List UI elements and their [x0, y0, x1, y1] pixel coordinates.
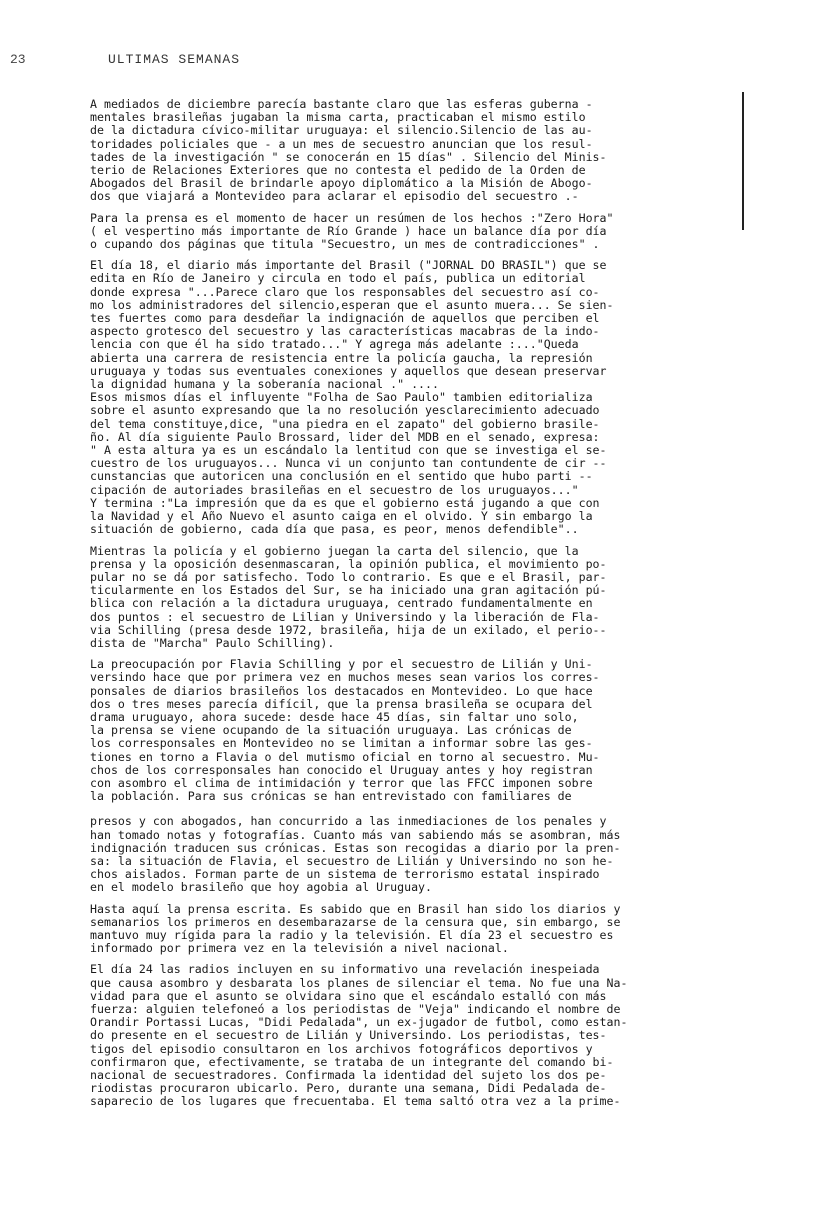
paragraph-jornal-do-brasil: El día 18, el diario más importante del Brasil ("JORNAL DO BRASIL") que se edita en Río de Janeiro y circula en todo el país, publica un editorial donde expresa "...Parece claro que los responsables del secuestro así co- mo los administradores del silencio,esperan que el asunto muera... Se sien- tes fuertes como para desdeñar la indignación de aquellos que perciben el aspecto grotesco del secuestro y las características macabras de la indo- lencia con que él ha sido tratado..." Y agrega más adelante :..."Queda abierta una carrera de resistencia entre la policía gaucha, la represión uruguaya y todas sus eventuales conexiones y aquellos que desean preservar la dignidad humana y la soberanía nacional ." .... Esos mismos días el influyente "Folha de Sao Paulo" tambien editorializa sobre el asunto expresando que la no resolución yesclarecimiento adecuado del tema constituye,dice, "una piedra en el zapato" del gobierno brasile- ño. Al día siguiente Paulo Brossard, lider del MDB en el senado, expresa: " A esta altura ya es un escándalo la lentitud con que se investiga el se- cuestro de los uruguayos... Nunca vi un conjunto tan contundente de cir -- cunstancias que autoricen una conclusión en el sentido que hubo parti -- cipación de autoriades brasileñas en el secuestro de los uruguayos..." Y termina :"La impresión que da es que el gobierno está jugando a que con la Navidad y el Año Nuevo el asunto caiga en el olvido. Y sin embargo la situación de gobierno, cada día que pasa, es peor, menos defendible".. [90, 258, 614, 537]
document-body [90, 98, 740, 1117]
margin-rule [742, 92, 744, 230]
paragraph-prensa-escrita: Hasta aquí la prensa escrita. Es sabido que en Brasil han sido los diarios y semanarios los primeros en desembarazarse de la censura que, sin embargo, se mantuvo muy rígida para la radio y la televisión. El día 23 el secuestro es informado por primera vez en la televisión a nivel nacional. [90, 901, 621, 956]
page-number: 23 [10, 52, 26, 67]
running-head: ULTIMAS SEMANAS [108, 52, 241, 67]
paragraph-presos-abogados: presos y con abogados, han concurrido a las inmediaciones de los penales y han tomado notas y fotografías. Cuanto más van sabiendo más se asombran, más indignación traducen sus crónicas. Estas son recogidas a diario por la pren- sa: la situación de Flavia, el secuestro de Lilián y Universindo no son he- chos aislados. Forman parte de un sistema de terrorismo estatal inspirado en el modelo brasileño que hoy agobia al Uruguay. [90, 814, 621, 895]
paragraph-zero-hora: Para la prensa es el momento de hacer un resúmen de los hechos :"Zero Hora" ( el vespertino más importante de Río Grande ) hace un balance día por día o cupando dos páginas que titula "Secuestro, un mes de contradicciones" . [90, 210, 614, 252]
paragraph-didi-pedalada: El día 24 las radios incluyen en su informativo una revelación inespeiada que causa asombro y desbarata los planes de silenciar el tema. No fue una Na- vidad para que el asunto se olvidara sino que el escándalo estalló con más fuerza: alguien telefoneó a los periodistas de "Veja" indicando el nombre de Orandir Portassi Lucas, "Didi Pedalada", un ex-jugador de futbol, como estan- do presente en el secuestro de Lilián y Universindo. Los periodistas, tes- tigos del episodio consultaron en los archivos fotográficos deportivos y confirmaron que, efectivamente, se trataba de un integrante del comando bi- nacional de secuestradores. Confirmada la identidad del sujeto los dos pe- riodistas procuraron ubicarlo. Pero, durante una semana, Didi Pedalada de- saparecio de los lugares que frecuentaba. El tema saltó otra vez a la prime- [90, 962, 628, 1109]
paragraph-flavia-schilling: La preocupación por Flavia Schilling y por el secuestro de Lilián y Uni- versindo hace que por primera vez en muchos meses sean varios los corres- ponsales de diarios brasileños los destacados en Montevideo. Lo que hace dos o tres meses parecía difícil, que la prensa brasileña se ocupara del drama uruguayo, ahora sucede: desde hace 45 días, sin faltar uno solo, la prensa se viene ocupando de la situación uruguaya. Las crónicas de los corresponsales en Montevideo no se limitan a informar sobre las ges- tiones en torno a Flavia o del mutismo oficial en torno al secuestro. Mu- chos de los corresponsales han conocido el Uruguay antes y hoy registran con asombro el clima de intimidación y terror que las FFCC imponen sobre la población. Para sus crónicas se han entrevistado con familiares de [90, 657, 600, 804]
paragraph-silence: A mediados de diciembre parecía bastante claro que las esferas guberna - mentales brasileñas jugaban la misma carta, practicaban el mismo estilo de la dictadura cívico-militar uruguaya: el silencio.Silencio de las au- toridades policiales que - a un mes de secuestro anuncian que los resul- tades de la investigación " se conocerán en 15 días" . Silencio del Minis- terio de Relaciones Exteriores que no contesta el pedido de la Orden de Abogados del Brasil de brindarle apoyo diplomático a la Misión de Abogo- dos que viajará a Montevideo para aclarar el episodio del secuestro .- [90, 97, 607, 204]
paragraph-opinion-publica: Mientras la policía y el gobierno juegan la carta del silencio, que la prensa y la oposición desenmascaran, la opinión publica, el movimiento po- pular no se dá por satisfecho. Todo lo contrario. Es que e el Brasil, par- ticularmente en los Estados del Sur, se ha iniciado una gran agitación pú- blica con relación a la dictadura uruguaya, centrado fundamentalmente en dos puntos : el secuestro de Lilian y Universindo y la liberación de Fla- via Schilling (presa desde 1972, brasileña, hija de un exilado, el perio-- dista de "Marcha" Paulo Schilling). [90, 543, 607, 650]
